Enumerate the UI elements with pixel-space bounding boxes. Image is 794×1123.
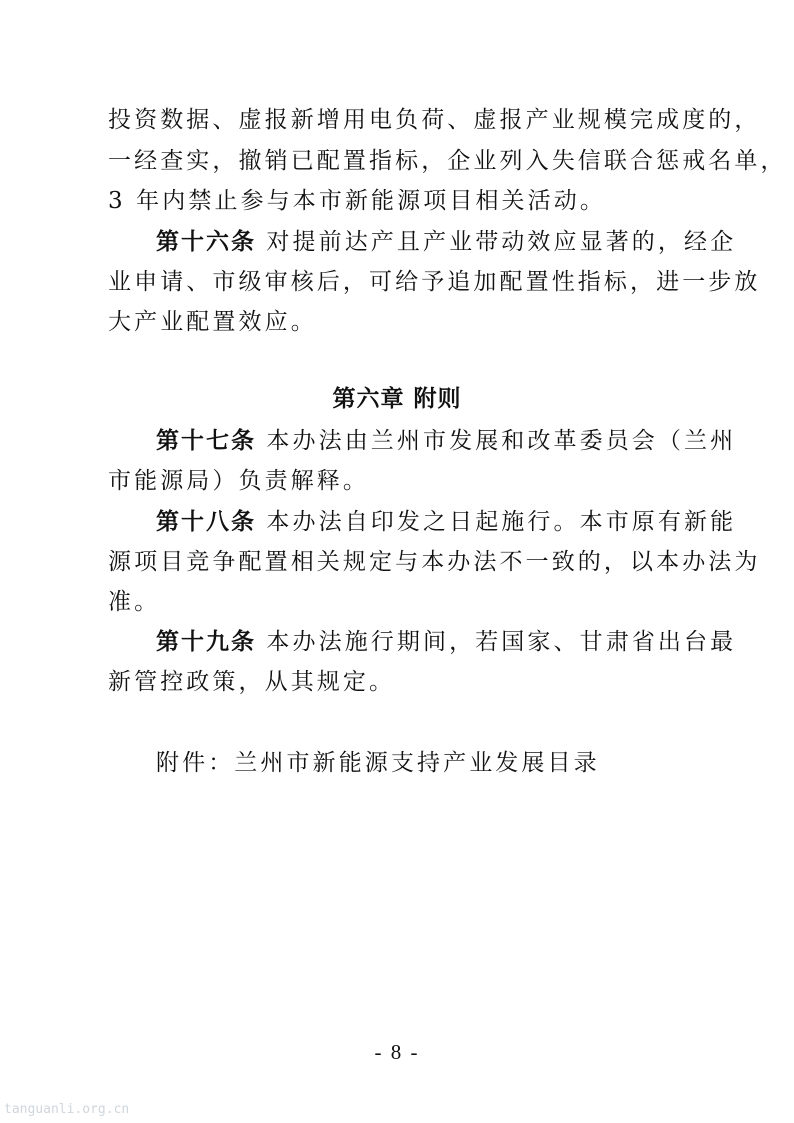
- article-18-first-line: [156, 506, 746, 538]
- article-18-label: 第十八条: [156, 509, 256, 535]
- article-17-first-line: [156, 425, 746, 457]
- article-19-first-line: [156, 626, 746, 658]
- article-19-label: 第十九条: [156, 629, 256, 655]
- article-17-label: 第十七条: [156, 428, 256, 454]
- paragraph-line: 源项目竞争配置相关规定与本办法不一致的，以本办法为: [108, 549, 761, 575]
- article-16-first-line: [156, 226, 746, 258]
- chapter-heading: 第六章 附则: [332, 386, 462, 412]
- attachment-note: 附件：兰州市新能源支持产业发展目录: [156, 750, 600, 776]
- article-18-text: 本办法自印发之日起施行。本市原有新能: [256, 509, 737, 535]
- paragraph-line: 一经查实，撤销已配置指标，企业列入失信联合惩戒名单，: [108, 148, 787, 174]
- article-16-text: 对提前达产且产业带动效应显著的，经企: [256, 229, 737, 255]
- paragraph-line: 大产业配置效应。: [108, 309, 317, 335]
- watermark: tanguanli.org.cn: [4, 1102, 130, 1117]
- paragraph-line: 准。: [108, 589, 161, 615]
- paragraph-line: 3 年内禁止参与本市新能源项目相关活动。: [108, 188, 606, 214]
- article-16-label: 第十六条: [156, 229, 256, 255]
- paragraph-line: 新管控政策，从其规定。: [108, 669, 396, 695]
- paragraph-line: 业申请、市级审核后，可给予追加配置性指标，进一步放: [108, 269, 761, 295]
- page-number: - 8 -: [374, 1040, 420, 1064]
- paragraph-line: 市能源局）负责解释。: [108, 468, 369, 494]
- article-17-text: 本办法由兰州市发展和改革委员会（兰州: [256, 428, 737, 454]
- article-19-text: 本办法施行期间，若国家、甘肃省出台最: [256, 629, 737, 655]
- paragraph-line: 投资数据、虚报新增用电负荷、虚报产业规模完成度的，: [108, 107, 761, 133]
